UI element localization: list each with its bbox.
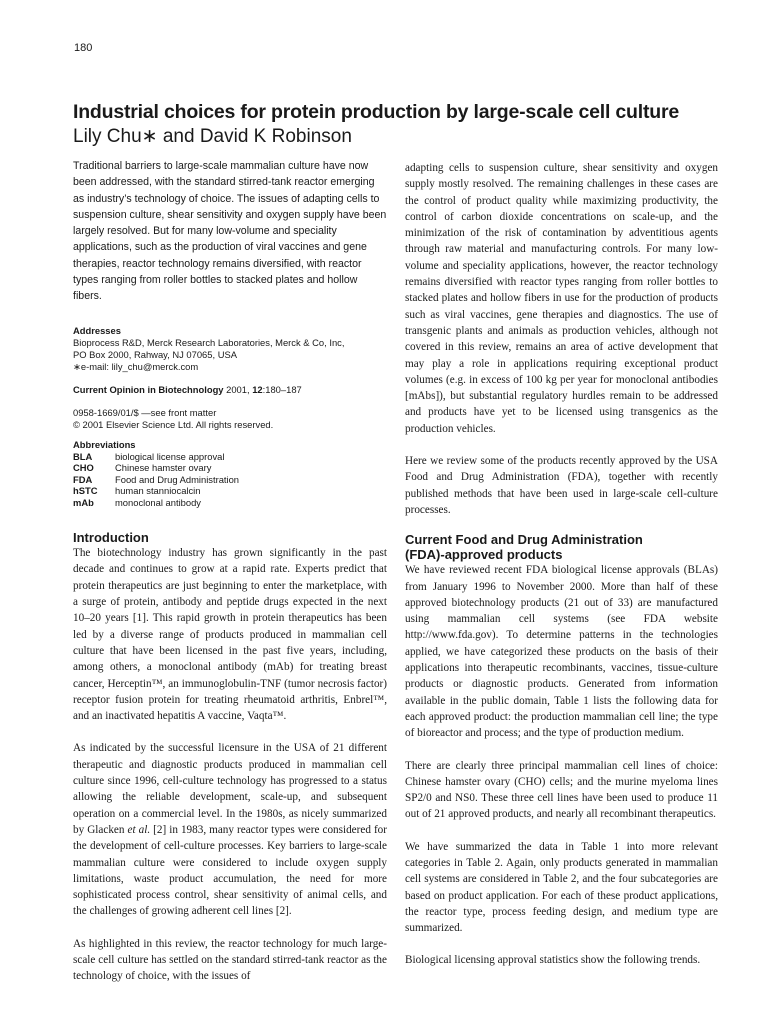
journal-citation [73, 384, 387, 396]
abbreviation-item [73, 485, 387, 497]
right-paragraph-3: We have reviewed recent FDA biological license approvals (BLAs) from January 1996 to November 2000. More than half of these approved biotechnology products (21 out of 33) are manufactured using mammalian cell systems (see FDA website http://www.fda.gov). To determine patterns in the technologies applied, we have categorized these products on the basis of their applications into therapeutic recombinants, vaccines, tissue-culture products or diagnostic products. Generated from information available in the public domain, Table 1 lists the following data for each approved product: the production mammalian cell line; the type of bioreactor and process; and the type of production medium. [405, 564, 718, 740]
copyright: © 2001 Elsevier Science Ltd. All rights reserved. [73, 418, 274, 430]
address-line-1: Bioprocess R&D, Merck Research Laboratories, Merck & Co, Inc, [73, 336, 345, 348]
abstract: Traditional barriers to large-scale mammalian culture have now been addressed, with the standard stirred-tank reactor emerging as industry’s technology of choice. The issues of adapting cells to suspension culture, shear sensitivity and oxygen supply have been largely resolved. But for many low-volume and speciality applications, such as the production of viral vaccines and gene therapies, reactor technology remains diversified, with reactor types ranging from roller bottles to stacked plates and hollow fibers. [73, 160, 387, 303]
journal-name: Current Opinion in Biotechnology [73, 383, 224, 395]
abbreviation-key: hSTC [73, 485, 98, 497]
journal-year: 2001, [226, 383, 250, 395]
journal-volume: 12 [252, 383, 263, 395]
abbreviation-value: human stanniocalcin [115, 485, 201, 497]
abbreviations-heading: Abbreviations [73, 438, 136, 450]
abbreviation-value: Chinese hamster ovary [115, 462, 212, 474]
abbreviation-value: Food and Drug Administration [115, 473, 240, 485]
abbreviation-key: mAb [73, 496, 94, 508]
left-column [73, 158, 387, 985]
right-column [405, 160, 718, 969]
addresses-block [73, 325, 387, 373]
addresses-heading: Addresses [73, 324, 121, 336]
title-block [73, 100, 723, 149]
abbreviation-item [73, 474, 387, 486]
fda-section-heading-line-2: (FDA)-approved products [405, 547, 563, 563]
journal-pages: :180–187 [262, 383, 302, 395]
author-email: ∗e-mail: lily_chu@merck.com [73, 360, 199, 372]
abbreviation-value: monoclonal antibody [115, 496, 201, 508]
address-line-2: PO Box 2000, Rahway, NJ 07065, USA [73, 348, 237, 360]
intro-p2-text-b: [2] in 1983, many reactor types were considered for the development of cell-culture processes. Key barriers to large-scale mammalian culture were considered to include oxygen supply limitations, waste product accumulation, the need for more sophisticated process control, shear sensitivity of animal cells, and the challenges of growing adherent cell lines [2]. [73, 823, 388, 918]
issn-block [73, 407, 387, 431]
page-number: 180 [74, 42, 93, 54]
abbreviation-key: BLA [73, 450, 93, 462]
intro-paragraph-3: As highlighted in this review, the reactor technology for much large-scale cell culture has settled on the standard stirred-tank reactor as the technology of choice, with the issues of [73, 937, 387, 983]
intro-p2-etal: et al. [127, 823, 151, 836]
abbreviation-item [73, 451, 387, 463]
right-paragraph-1: adapting cells to suspension culture, shear sensitivity and oxygen supply mostly resolved. The remaining challenges in these cases are the control of product quality while maximizing productivity, the control of carbon dioxide concentrations on scale-up, and the minimization of the risk of contamination by adventitious agents through raw material and manufacturing controls. For many low-volume and speciality applications, however, the reactor technology remains diversified with reactor types ranging from roller bottles to stacked plates and hollow fibers in use for the production of products such as viral vaccines, gene therapies and diagnostics. The use of transgenic plants and animals as production vehicles, although not covered in this review, remains an area of active development that may play a role in applications requiring exceptional product volumes (e.g. in excess of 100 kg per year for monoclonal antibodies [mAbs]), but substantial regulatory hurdles remain to be addressed and products have yet to be licensed using transgenics as the production vehicles. [405, 162, 718, 435]
abbreviation-item [73, 497, 387, 509]
right-paragraph-2: Here we review some of the products recently approved by the USA Food and Drug Administration (FDA), together with recently published methods that have been used in large-scale cell-culture processes. [405, 455, 718, 516]
intro-paragraph-2 [73, 740, 387, 919]
fda-section-heading-line-1: Current Food and Drug Administration [405, 532, 643, 548]
abbreviation-key: CHO [73, 462, 94, 474]
introduction-heading: Introduction [73, 530, 149, 546]
right-paragraph-6: Biological licensing approval statistics show the following trends. [405, 954, 701, 967]
intro-paragraph-1: The biotechnology industry has grown significantly in the past decade and continues to grow at a rapid rate. Experts predict that protein therapeutics are just beginning to enter the marketplace, with a surge of protein, antibody and peptide drugs expected in the next 10–20 years [1]. This rapid growth in protein therapeutics has been led by a diverse range of products produced in mammalian cell culture that have been licensed in the past five years, including, among others, a monoclonal antibody (mAb) for treating breast cancer, Herceptin™, an immunoglobulin-TNF (tumor necrosis factor) receptor fusion protein for treating rheumatoid arthritis, Enbrel™, and an inactivated hepatitis A vaccine, Vaqta™. [73, 547, 387, 723]
article-authors: Lily Chu∗ and David K Robinson [73, 126, 352, 147]
abbreviation-key: FDA [73, 473, 93, 485]
abbreviation-value: biological license approval [115, 450, 225, 462]
issn: 0958-1669/01/$ —see front matter [73, 406, 217, 418]
abbreviations-block [73, 439, 387, 509]
article-title: Industrial choices for protein production by large-scale cell culture [73, 101, 680, 123]
intro-p2-text-a: As indicated by the successful licensure in the USA of 21 different therapeutic and diagnostic products produced in mammalian cell culture since 1996, cell-culture technology has progressed to a status allowing the reliable development, scale-up, and subsequent operation on a commercial level. In the 1980s, as nicely summarized by Glacken [73, 742, 387, 836]
right-paragraph-5: We have summarized the data in Table 1 into more relevant categories in Table 2. Again, only products generated in mammalian cell systems are considered in Table 2, and the four subcategories are based on product application. For each of these product applications, the reactor type, process feeding design, and medium type are summarized. [405, 840, 718, 935]
abbreviation-item [73, 462, 387, 474]
right-paragraph-4: There are clearly three principal mammalian cell lines of choice: Chinese hamster ovary (CHO) cells; and the murine myeloma lines SP2/0 and NS0. These three cell lines have been used to produce 11 out of 21 approved products, and nearly all recombinant therapeutics. [405, 759, 718, 821]
